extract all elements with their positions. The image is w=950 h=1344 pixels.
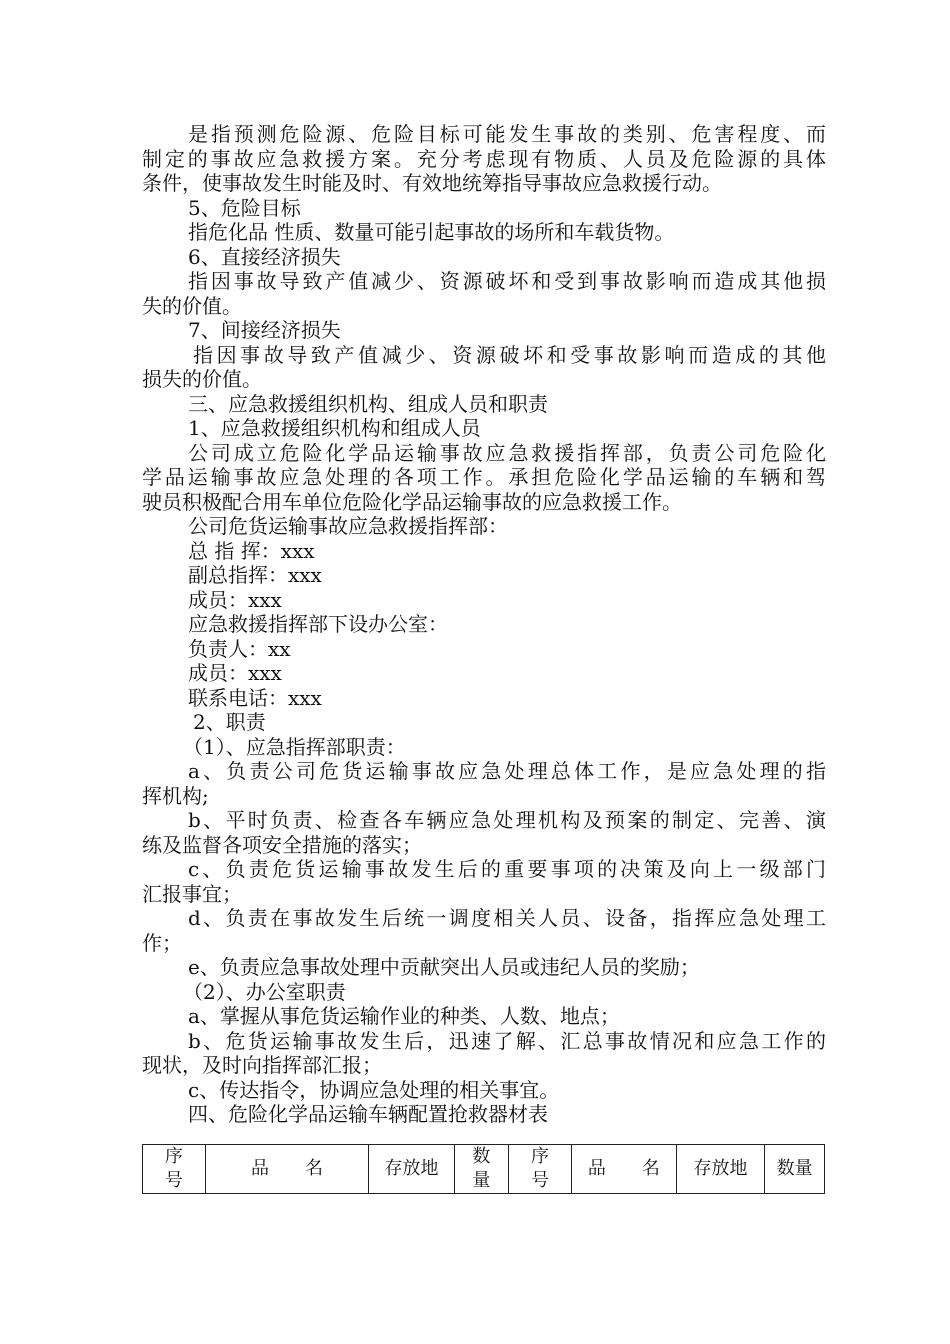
paragraph-line: 指危化品 性质、数量可能引起事故的场所和车载货物。 <box>188 220 675 244</box>
paragraph-line: 练及监督各项安全措施的落实； <box>142 832 422 857</box>
header-cell-quantity: 数量 <box>765 1145 825 1194</box>
subsection-heading: （1）、应急指挥部职责： <box>183 734 406 759</box>
header-cell-quantity <box>454 1145 509 1194</box>
table-header-row <box>143 1145 825 1194</box>
staff-entry: 成员：xxx <box>188 587 282 612</box>
header-cell-location: 存放地 <box>369 1145 454 1194</box>
header-text: 号 <box>531 1170 550 1191</box>
section-heading: 6、直接经济损失 <box>188 244 341 269</box>
header-text: 号 <box>164 1170 183 1191</box>
staff-entry: 副总指挥：xxx <box>188 563 322 587</box>
paragraph-line: 是指预测危险源、危险目标可能发生事故的类别、危害程度、而 <box>188 122 826 146</box>
paragraph-line: 条件，使事故发生时能及时、有效地统筹指导事故应急救援行动。 <box>142 171 722 195</box>
section-heading: 5、危险目标 <box>188 195 301 220</box>
header-text: 序 <box>164 1146 183 1167</box>
chapter-heading: 四、危险化学品运输车辆配置抢救器材表 <box>188 1102 548 1126</box>
paragraph-line: 汇报事宜； <box>142 881 242 906</box>
paragraph-line: 公司成立危险化学品运输事故应急救援指挥部，负责公司危险化 <box>188 440 826 465</box>
header-text: 量 <box>472 1170 491 1191</box>
chapter-heading: 三、应急救援组织机构、组成人员和职责 <box>188 391 548 416</box>
staff-entry: 成员：xxx <box>188 661 282 685</box>
section-heading: 7、间接经济损失 <box>188 318 341 342</box>
paragraph-line: 驶员积极配合用车单位危险化学品运输事故的应急救援工作。 <box>142 489 682 514</box>
section-heading: 2、职责 <box>193 710 266 734</box>
paragraph-line: d、负责在事故发生后统一调度相关人员、设备，指挥应急处理工 <box>188 906 826 930</box>
paragraph-line: 指因事故导致产值减少、资源破坏和受事故影响而造成的其他 <box>193 342 826 367</box>
paragraph-line: c、负责危货运输事故发生后的重要事项的决策及向上一级部门 <box>188 857 826 881</box>
paragraph-line: 制定的事故应急救援方案。充分考虑现有物质、人员及危险源的具体 <box>142 146 826 171</box>
paragraph-line: b、危货运输事故发生后，迅速了解、汇总事故情况和应急工作的 <box>188 1028 826 1053</box>
paragraph-line: b、平时负责、检查各车辆应急处理机构及预案的制定、完善、演 <box>188 808 826 832</box>
header-cell-name: 品 名 <box>205 1145 369 1194</box>
paragraph-line: c、传达指令，协调应急处理的相关事宜。 <box>188 1077 560 1102</box>
paragraph-line: e、负责应急事故处理中贡献突出人员或违纪人员的奖励； <box>188 955 700 979</box>
header-text: 序 <box>531 1146 550 1167</box>
staff-entry: 联系电话：xxx <box>188 685 322 710</box>
document-body <box>142 122 826 1127</box>
paragraph-line: 挥机构; <box>142 783 209 808</box>
staff-entry: 负责人：xx <box>188 636 291 661</box>
paragraph-line: 现状，及时向指挥部汇报； <box>142 1053 382 1077</box>
header-text: 数 <box>472 1146 491 1167</box>
subsection-heading: （2）、办公室职责 <box>183 979 346 1004</box>
paragraph-line: 指因事故导致产值减少、资源破坏和受到事故影响而造成其他损 <box>188 269 826 293</box>
paragraph-line: 损失的价值。 <box>142 367 262 391</box>
header-cell-name: 品 名 <box>571 1145 676 1194</box>
paragraph-line: 作； <box>142 930 182 955</box>
paragraph-line: 学品运输事故应急处理的各项工作。承担危险化学品运输的车辆和驾 <box>142 465 826 489</box>
paragraph-line: 公司危货运输事故应急救援指挥部： <box>188 514 508 538</box>
staff-entry: 总 指 挥：xxx <box>188 538 315 563</box>
paragraph-line: 应急救援指挥部下设办公室： <box>188 612 448 636</box>
header-cell-seq <box>509 1145 572 1194</box>
paragraph-line: 失的价值。 <box>142 293 242 318</box>
paragraph-line: a、负责公司危货运输事故应急处理总体工作，是应急处理的指 <box>188 759 826 783</box>
paragraph-line: a、掌握从事危货运输作业的种类、人数、地点； <box>188 1004 620 1028</box>
equipment-table <box>142 1144 825 1194</box>
section-heading: 1、应急救援组织机构和组成人员 <box>188 416 481 440</box>
header-cell-location: 存放地 <box>676 1145 764 1194</box>
header-cell-seq <box>143 1145 206 1194</box>
